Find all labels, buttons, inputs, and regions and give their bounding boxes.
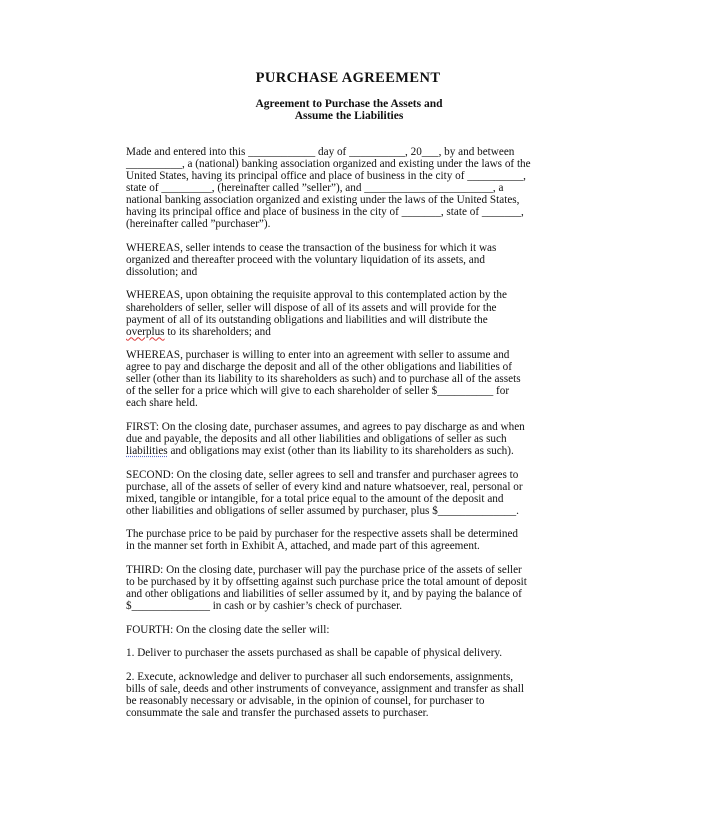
text-line: dissolution; and [126, 265, 198, 278]
text-fragment: and obligations may exist (other than its liability to its shareholders as such). [167, 444, 514, 457]
text-line: agree to pay and discharge the deposit and all of the other obligations and liabilities of [126, 361, 512, 374]
paragraph-first [126, 421, 572, 457]
paragraph-fourth [126, 624, 572, 636]
text-line: SECOND: On the closing date, seller agrees to sell and transfer and purchaser agrees to [126, 468, 519, 481]
text-line: 2. Execute, acknowledge and deliver to purchaser all such endorsements, assignments, [126, 670, 514, 683]
text-line: __________, a (national) banking association organized and existing under the laws of the [126, 158, 531, 171]
text-line: WHEREAS, purchaser is willing to enter into an agreement with seller to assume and [126, 349, 510, 362]
text-line: shareholders of seller, seller will dispose of all of its assets and will provide for the [126, 301, 497, 314]
text-line: payment of all of its outstanding obligations and liabilities and will distribute the [126, 313, 488, 326]
text-line: and other obligations and liabilities of seller assumed by it, and by paying the balance of [126, 587, 522, 600]
text-line: purchase, all of the assets of seller of every kind and nature whatsoever, real, personal or [126, 480, 523, 493]
text-line: FIRST: On the closing date, purchaser assumes, and agrees to pay discharge as and when [126, 420, 525, 433]
text-line: United States, having its principal office and place of business in the city of __________, [126, 170, 526, 183]
paragraph-whereas-1 [126, 242, 572, 278]
text-line: state of _________, (hereinafter called ”seller”), and _______________________, a [126, 182, 504, 195]
text-line: national banking association organized and existing under the laws of the United States, [126, 194, 520, 207]
paragraph-whereas-3 [126, 349, 572, 409]
text-line: Made and entered into this ____________ day of __________, 20___, by and between [126, 146, 515, 158]
spellcheck-word: overplus [126, 325, 165, 338]
text-line: mixed, tangible or intangible, for a total price equal to the amount of the deposit and [126, 492, 504, 505]
text-line: each share held. [126, 397, 198, 410]
text-line: WHEREAS, upon obtaining the requisite approval to this contemplated action by the [126, 289, 507, 302]
document-title: PURCHASE AGREEMENT [255, 70, 441, 86]
text-line: FOURTH: On the closing date the seller will: [126, 623, 330, 636]
paragraph-whereas-2 [126, 289, 572, 337]
paragraph-purchase-price [126, 528, 572, 552]
text-fragment: to its shareholders; and [164, 325, 271, 338]
text-line: due and payable, the deposits and all other liabilities and obligations of seller as such [126, 432, 507, 445]
text-line: organized and thereafter proceed with the voluntary liquidation of its assets, and [126, 253, 485, 266]
text-line: consummate the sale and transfer the purchased assets to purchaser. [126, 706, 429, 719]
text-line: bills of sale, deeds and other instruments of conveyance, assignment and transfer as shall [126, 682, 524, 695]
text-line [126, 326, 572, 338]
text-line: having its principal office and place of business in the city of _______, state of _______, [126, 206, 524, 219]
text-line: in the manner set forth in Exhibit A, attached, and made part of this agreement. [126, 540, 480, 553]
text-line [126, 445, 572, 457]
text-line: (hereinafter called ”purchaser”). [126, 218, 271, 231]
text-line: 1. Deliver to purchaser the assets purchased as shall be capable of physical delivery. [126, 647, 503, 660]
paragraph-preamble [126, 146, 572, 230]
text-line: $______________ in cash or by cashier’s check of purchaser. [126, 599, 402, 612]
grammar-check-word: liabilities [126, 444, 168, 457]
paragraph-second [126, 469, 572, 517]
text-line: WHEREAS, seller intends to cease the transaction of the business for which it was [126, 241, 497, 254]
text-line: to be purchased by it by offsetting against such purchase price the total amount of deposit [126, 575, 527, 588]
text-line: be reasonably necessary or advisable, in the opinion of counsel, for purchaser to [126, 694, 485, 707]
text-line: The purchase price to be paid by purchaser for the respective assets shall be determined [126, 528, 519, 541]
subtitle-line-2: Assume the Liabilities [294, 110, 404, 122]
text-line: other liabilities and obligations of seller assumed by purchaser, plus $______________. [126, 504, 519, 517]
paragraph-third [126, 564, 572, 612]
text-line: THIRD: On the closing date, purchaser will pay the purchase price of the assets of seller [126, 563, 522, 576]
text-line: seller (other than its liability to its shareholders as such) and to purchase all of the assets [126, 373, 521, 386]
document-subtitle [0, 98, 708, 122]
paragraph-item-1 [126, 647, 572, 659]
text-line: of the seller for a price which will give to each shareholder of seller $__________ for [126, 385, 510, 398]
subtitle-line-1: Agreement to Purchase the Assets and [255, 98, 443, 110]
paragraph-item-2 [126, 671, 572, 719]
agreement-body [126, 146, 572, 730]
